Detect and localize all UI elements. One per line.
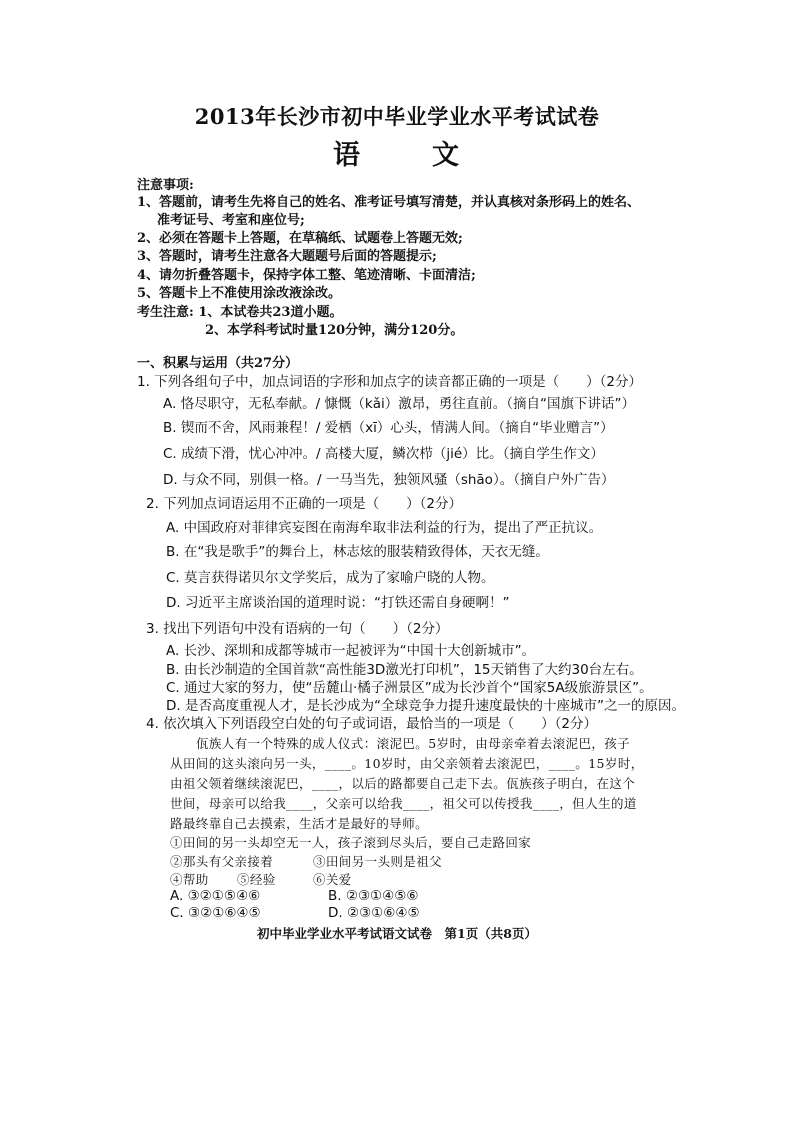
- q2-option-d: D. 习近平主席谈治国的道理时说：“打铁还需自身硬啊！”: [166, 595, 510, 611]
- q1-option-b: B. 锲而不舍，风雨兼程！/ 爱栖（xī）心头，情满人间。（摘自“毕业赠言”）: [163, 420, 614, 436]
- q4-choice-2: ②那头有父亲接着: [170, 854, 274, 869]
- notice-line-1: 1、答题前，请考生先将自己的姓名、准考证号填写清楚，并认真核对条形码上的姓名、: [137, 195, 641, 210]
- q3-stem: 3. 找出下列语句中没有语病的一句（ ）（2分）: [146, 621, 449, 637]
- q4-choice-3: ③田间另一头则是祖父: [313, 854, 443, 869]
- notice-line-2: 2、必须在答题卡上答题，在草稿纸、试题卷上答题无效;: [137, 231, 463, 246]
- section-heading: 一、积累与运用（共27分）: [137, 356, 299, 371]
- q2-stem: 2. 下列加点词语运用不正确的一项是（ ）（2分）: [146, 496, 463, 512]
- q4-choice-6: ⑥关爱: [313, 872, 352, 887]
- q4-answer-b: B. ②③①④⑤⑥: [328, 888, 419, 904]
- q4-answer-c: C. ③②①⑥④⑤: [170, 905, 261, 921]
- q4-choice-1: ①田间的另一头却空无一人，孩子滚到尽头后，要自己走路回家: [170, 835, 532, 850]
- q4-passage-line-2: 从田间的这头滚向另一头，____。10岁时，由父亲领着去滚泥巴，____。15岁时，: [170, 756, 644, 771]
- q3-option-c: C. 通过大家的努力，使“岳麓山·橘子洲景区”成为长沙首个“国家5A级旅游景区”。: [166, 680, 653, 696]
- notice-line-5: 5、答题卡上不准使用涂改液涂改。: [137, 286, 342, 301]
- page-footer: 初中毕业学业水平考试语文试卷 第1页（共8页）: [257, 926, 537, 941]
- q4-choice-5: ⑤经验: [237, 872, 276, 887]
- notice-heading: 注意事项:: [137, 178, 194, 193]
- q3-option-b: B. 由长沙制造的全国首款“高性能3D激光打印机”，15天销售了大约30台左右。: [166, 662, 643, 678]
- q1-option-c: C. 成绩下滑，忧心冲冲。/ 高楼大厦，鳞次栉（jié）比。（摘自学生作文）: [163, 446, 604, 462]
- q4-answer-d: D. ②③①⑥④⑤: [328, 905, 420, 921]
- q3-option-d: D. 是否高度重视人才，是长沙成为“全球竞争力提升速度最快的十座城市”之一的原因。: [166, 698, 685, 714]
- q1-stem: 1. 下列各组句子中，加点词语的字形和加点字的读音都正确的一项是（ ）（2分）: [137, 374, 643, 390]
- notice-line-4: 4、请勿折叠答题卡，保持字体工整、笔迹清晰、卡面清洁;: [137, 268, 476, 283]
- notice-line-1-cont: 准考证号、考室和座位号;: [157, 213, 305, 228]
- subject-title-left: 语: [333, 140, 362, 171]
- q2-option-a: A. 中国政府对菲律宾妄图在南海牟取非法利益的行为，提出了严正抗议。: [166, 520, 603, 536]
- q4-answer-a: A. ③②①⑤④⑥: [170, 888, 261, 904]
- q3-option-a: A. 长沙、深圳和成都等城市一起被评为“中国十大创新城市”。: [166, 643, 536, 659]
- q1-option-a: A. 恪尽职守，无私奉献。/ 慷慨（kǎi）激昂，勇往直前。（摘自“国旗下讲话”）: [163, 396, 635, 412]
- q4-passage-line-5: 路最终靠自己去摸索，生活才是最好的导师。: [170, 816, 429, 831]
- q4-choice-4: ④帮助: [170, 872, 209, 887]
- q4-passage-line-4: 世间，母亲可以给我____，父亲可以给我____，祖父可以传授我____，但人生的道: [170, 796, 637, 811]
- q4-stem: 4. 依次填入下列语段空白处的句子或词语，最恰当的一项是（ ）（2分）: [146, 716, 598, 732]
- subject-title-right: 文: [432, 140, 461, 171]
- q4-passage-line-1: 佤族人有一个特殊的成人仪式：滚泥巴。5岁时，由母亲牵着去滚泥巴，孩子: [196, 736, 631, 751]
- candidate-note-2: 2、本学科考试时量120分钟，满分120分。: [205, 323, 464, 338]
- q4-passage-line-3: 由祖父领着继续滚泥巴，____，以后的路都要自己走下去。佤族孩子明白，在这个: [170, 776, 636, 791]
- q2-option-b: B. 在“我是歌手”的舞台上，林志炫的服装精致得体，天衣无缝。: [166, 544, 549, 560]
- notice-line-3: 3、答题时，请考生注意各大题题号后面的答题提示;: [137, 249, 437, 264]
- candidate-note: 考生注意: 1、本试卷共23道小题。: [137, 305, 343, 320]
- exam-title: 2013年长沙市初中毕业学业水平考试试卷: [194, 104, 600, 129]
- subject-title: [0, 133, 794, 172]
- q1-option-d: D. 与众不同，别俱一格。/ 一马当先，独领风骚（shāo）。（摘自户外广告）: [163, 472, 615, 488]
- q2-option-c: C. 莫言获得诺贝尔文学奖后，成为了家喻户晓的人物。: [166, 570, 495, 586]
